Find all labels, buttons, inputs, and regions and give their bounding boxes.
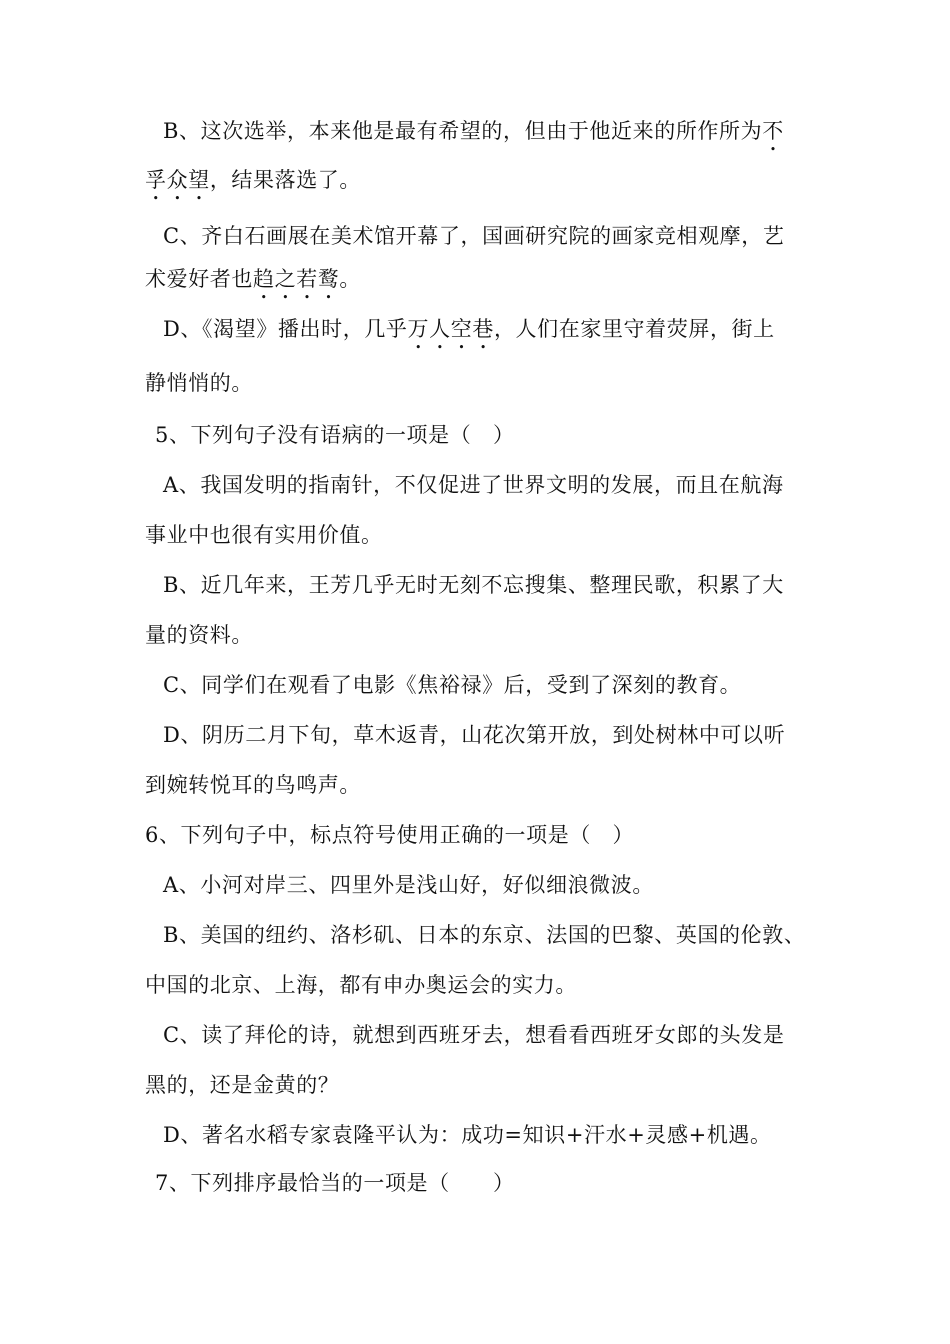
emphasized-text: 孚众望 xyxy=(145,168,210,192)
q4-option-c-line1: C、齐白石画展在美术馆开幕了，国画研究院的画家竞相观摩，艺 xyxy=(163,224,785,248)
q4-d-text-1: D、《渴望》播出时，几乎 xyxy=(163,317,408,341)
q4-option-b-line2 xyxy=(145,165,817,205)
q5-option-d-line1: D、阴历二月下旬，草木返青，山花次第开放，到处树林中可以听 xyxy=(163,723,786,747)
q6-option-a-line1: A、小河对岸三、四里外是浅山好，好似细浪微波。 xyxy=(163,873,654,897)
q4-b-text-2: ，结果落选了。 xyxy=(209,168,362,192)
q4-b-text-1: B、这次选举，本来他是最有希望的，但由于他近来的所作所为 xyxy=(163,119,763,143)
q5-option-b-line2: 量的资料。 xyxy=(145,623,253,647)
emphasized-text: 趋之若鹜 xyxy=(253,267,340,291)
q6-option-c-line2: 黑的，还是金黄的？ xyxy=(145,1073,340,1097)
q4-option-d-line1 xyxy=(163,314,835,354)
q5-stem: 5、下列句子没有语病的一项是（ ） xyxy=(155,423,515,447)
q6-stem: 6、下列句子中，标点符号使用正确的一项是（ ） xyxy=(145,823,635,847)
q6-option-b-line1: B、美国的纽约、洛杉矶、日本的东京、法国的巴黎、英国的伦敦、 xyxy=(163,923,806,947)
q5-option-c-line1: C、同学们在观看了电影《焦裕禄》后，受到了深刻的教育。 xyxy=(163,673,742,697)
q6-option-c-line1: C、读了拜伦的诗，就想到西班牙去，想看看西班牙女郎的头发是 xyxy=(163,1023,785,1047)
q6-option-d-line1: D、著名水稻专家袁隆平认为：成功=知识+汗水+灵感+机遇。 xyxy=(163,1123,772,1147)
q4-c-text-2: 。 xyxy=(339,267,362,291)
q4-option-c-line2 xyxy=(145,264,817,304)
emphasized-text: 不 xyxy=(762,119,784,143)
q5-option-d-line2: 到婉转悦耳的鸟鸣声。 xyxy=(145,773,361,797)
q5-option-b-line1: B、近几年来，王芳几乎无时无刻不忘搜集、整理民歌，积累了大 xyxy=(163,573,784,597)
q5-option-a-line1: A、我国发明的指南针，不仅促进了世界文明的发展，而且在航海 xyxy=(163,473,784,497)
emphasized-text: 万人空巷 xyxy=(407,317,494,341)
q4-d-text-2: ，人们在家里守着荧屏，街上 xyxy=(493,317,775,341)
q5-option-a-line2: 事业中也很有实用价值。 xyxy=(145,523,383,547)
q4-option-d-line2: 静悄悄的。 xyxy=(145,371,253,395)
q4-option-b-line1 xyxy=(163,116,835,156)
q4-c-text-1: 术爱好者也 xyxy=(145,267,253,291)
q6-option-b-line2: 中国的北京、上海，都有申办奥运会的实力。 xyxy=(145,973,577,997)
q7-stem: 7、下列排序最恰当的一项是（ ） xyxy=(155,1171,515,1195)
